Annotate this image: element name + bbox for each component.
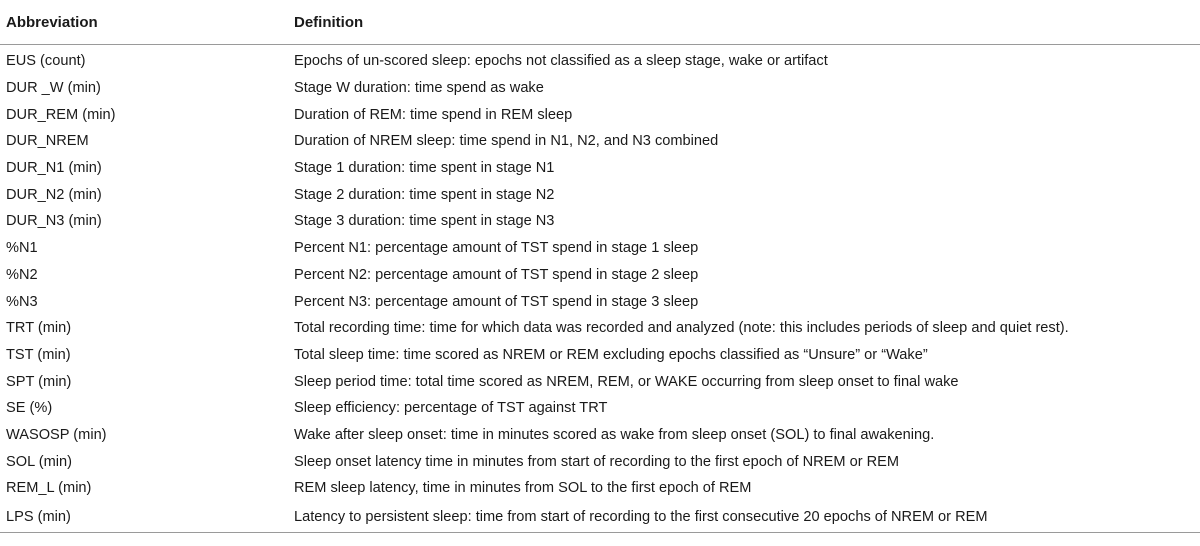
definition-cell: Stage 2 duration: time spent in stage N2 xyxy=(294,186,555,203)
definition-cell: Stage 1 duration: time spent in stage N1 xyxy=(294,160,555,177)
table-row xyxy=(0,235,1200,262)
definition-cell: Percent N3: percentage amount of TST spend in stage 3 sleep xyxy=(294,293,699,310)
table-row xyxy=(0,502,1200,533)
definition-cell: REM sleep latency, time in minutes from SOL to the first epoch of REM xyxy=(294,480,752,497)
table-body xyxy=(0,45,1200,533)
table-row xyxy=(0,475,1200,502)
definition-cell: Stage 3 duration: time spent in stage N3 xyxy=(294,213,555,230)
definition-cell: Percent N2: percentage amount of TST spend in stage 2 sleep xyxy=(294,266,699,283)
abbreviation-cell: LPS (min) xyxy=(0,502,294,533)
table-row xyxy=(0,262,1200,289)
table-row xyxy=(0,128,1200,155)
table-row xyxy=(0,342,1200,369)
definition-cell: Wake after sleep onset: time in minutes scored as wake from sleep onset (SOL) to final awakening. xyxy=(294,426,935,443)
table-row xyxy=(0,101,1200,128)
abbreviation-cell: TRT (min) xyxy=(6,320,72,337)
table-row xyxy=(0,181,1200,208)
abbreviation-cell: DUR_N3 (min) xyxy=(6,213,102,230)
definition-cell: Percent N1: percentage amount of TST spend in stage 1 sleep xyxy=(294,240,699,257)
table-row xyxy=(0,75,1200,102)
table-row xyxy=(0,448,1200,475)
abbreviation-cell: %N2 xyxy=(6,266,38,283)
definition-cell: Total recording time: time for which data was recorded and analyzed (note: this includes periods of sleep and quiet rest). xyxy=(294,320,1069,337)
abbreviation-cell: DUR_N2 (min) xyxy=(6,186,102,203)
header-row xyxy=(0,0,1200,45)
abbreviation-cell: DUR_N1 (min) xyxy=(6,160,102,177)
table-row xyxy=(0,288,1200,315)
definition-cell: Duration of NREM sleep: time spend in N1, N2, and N3 combined xyxy=(294,133,719,150)
abbreviation-cell: REM_L (min) xyxy=(6,480,92,497)
abbreviation-cell: %N1 xyxy=(6,240,38,257)
table-header xyxy=(0,0,1200,45)
abbreviation-cell: SOL (min) xyxy=(6,453,72,470)
abbreviation-cell: SPT (min) xyxy=(6,373,72,390)
definition-cell: Total sleep time: time scored as NREM or REM excluding epochs classified as “Unsure” or “Wake” xyxy=(294,346,928,363)
definition-cell: Latency to persistent sleep: time from start of recording to the first consecutive 20 epochs of NREM or REM xyxy=(294,502,1200,533)
abbreviation-cell: WASOSP (min) xyxy=(6,426,107,443)
definition-cell: Epochs of un-scored sleep: epochs not classified as a sleep stage, wake or artifact xyxy=(294,53,828,70)
header-definition: Definition xyxy=(294,0,1200,45)
table-row xyxy=(0,155,1200,182)
abbreviation-cell: TST (min) xyxy=(6,346,71,363)
abbreviation-cell: DUR_NREM xyxy=(6,133,89,150)
table-row xyxy=(0,208,1200,235)
definition-cell: Sleep efficiency: percentage of TST against TRT xyxy=(294,400,608,417)
table-row xyxy=(0,315,1200,342)
table-row xyxy=(0,45,1200,75)
definition-cell: Stage W duration: time spend as wake xyxy=(294,80,544,97)
abbreviation-cell: SE (%) xyxy=(6,400,53,417)
header-abbreviation: Abbreviation xyxy=(0,0,294,45)
definition-cell: Sleep period time: total time scored as NREM, REM, or WAKE occurring from sleep onset to final wake xyxy=(294,373,959,390)
abbreviation-cell: %N3 xyxy=(6,293,38,310)
table-row xyxy=(0,395,1200,422)
definition-cell: Sleep onset latency time in minutes from start of recording to the first epoch of NREM or REM xyxy=(294,453,900,470)
abbreviation-cell: DUR _W (min) xyxy=(6,80,101,97)
table-row xyxy=(0,368,1200,395)
abbreviation-cell: EUS (count) xyxy=(6,53,86,70)
table-row xyxy=(0,422,1200,449)
definition-cell: Duration of REM: time spend in REM sleep xyxy=(294,106,573,123)
abbreviation-cell: DUR_REM (min) xyxy=(6,106,116,123)
